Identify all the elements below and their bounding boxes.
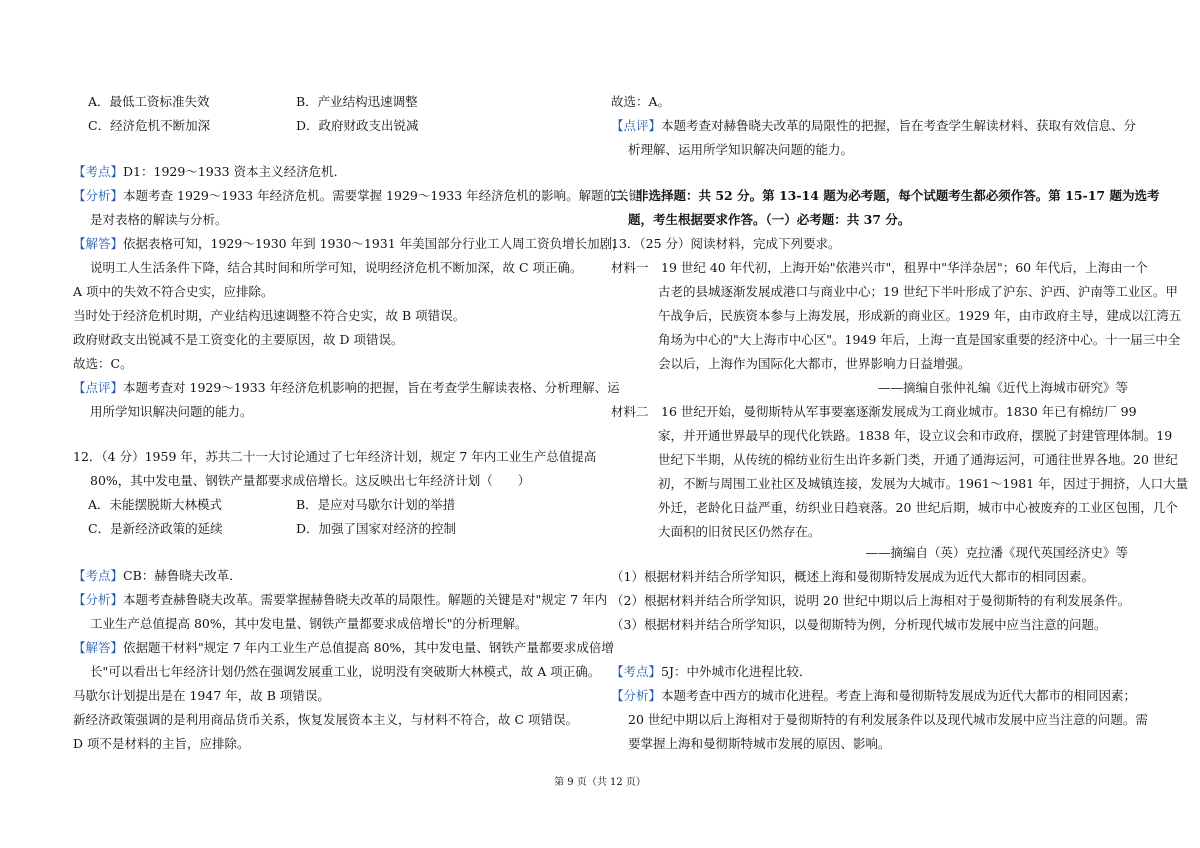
q11-line-a: A 项中的失效不符合史实，应排除。 [73, 284, 274, 299]
q11-option-d: D．政府财政支出锐减 [296, 118, 419, 133]
q11-kaodian [73, 164, 346, 180]
q12-dianping-cont: 析理解、运用所学知识解决问题的能力。 [628, 142, 854, 157]
material-1-line3: 午战争后，民族资本参与上海发展，形成新的商业区。1929 年，由市政府主导，建成以江湾五 [658, 308, 1182, 323]
q12-jieda-cont: 长"可以看出七年经济计划仍然在强调发展重工业，说明没有突破斯大林模式，故 A 项正确。 [90, 664, 601, 679]
kaodian-text: 5J：中外城市化进程比较． [661, 664, 812, 679]
material-2-line2: 家，并开通世界最早的现代化铁路。1838 年，设立议会和市政府，摆脱了封建管理体制。19 [658, 428, 1173, 443]
material-2-line3: 世纪下半期，从传统的棉纺业衍生出许多新门类，开通了通海运河，可通往世界各地。20 世纪 [658, 452, 1178, 467]
q11-option-c: C．经济危机不断加深 [88, 118, 211, 133]
q13-kaodian [611, 664, 811, 680]
material-1-line5: 会以后，上海作为国际化大都市，世界影响力日益增强。 [658, 356, 971, 371]
q11-answer: 故选：C。 [73, 356, 133, 371]
q11-dianping [73, 380, 620, 396]
q13-stem: 13．（25 分）阅读材料，完成下列要求。 [611, 236, 841, 251]
dianping-text: 本题考查对赫鲁晓夫改革的局限性的把握，旨在考查学生解读材料、获取有效信息、分 [661, 118, 1137, 133]
fenxi-tag: 【分析】 [73, 592, 124, 607]
fenxi-text: 本题考查 1929～1933 年经济危机。需要掌握 1929～1933 年经济危机的影响。解题的关键 [123, 188, 642, 203]
q12-line-c: 新经济政策强调的是利用商品货币关系，恢复发展资本主义，与材料不符合，故 C 项错误。 [73, 712, 579, 727]
kaodian-text: D1：1929～1933 资本主义经济危机． [123, 164, 347, 179]
q12-stem-cont: 80%，其中发电量、钢铁产量都要求成倍增长。这反映出七年经济计划（ ） [90, 473, 531, 488]
q11-jieda-cont: 说明工人生活条件下降，结合其时间和所学可知，说明经济危机不断加深，故 C 项正确。 [90, 260, 583, 275]
q12-kaodian [73, 568, 242, 584]
q12-answer: 故选：A。 [611, 94, 671, 109]
q12-option-d: D．加强了国家对经济的控制 [296, 521, 457, 536]
q12-line-d: D 项不是材料的主旨，应排除。 [73, 736, 250, 751]
q13-req-2: （2）根据材料并结合所学知识，说明 20 世纪中期以后上海相对于曼彻斯特的有利发展条件。 [611, 593, 1131, 608]
dianping-tag: 【点评】 [611, 118, 662, 133]
q11-option-a: A．最低工资标准失效 [88, 94, 210, 109]
q12-option-c: C．是新经济政策的延续 [88, 521, 223, 536]
material-1-source: ——摘编自张仲礼编《近代上海城市研究》等 [877, 380, 1128, 395]
q12-option-b: B．是应对马歇尔计划的举措 [296, 497, 456, 512]
jieda-tag: 【解答】 [73, 640, 124, 655]
kaodian-text: CB：赫鲁晓夫改革． [123, 568, 242, 583]
q11-line-d: 政府财政支出锐减不是工资变化的主要原因，故 D 项错误。 [73, 332, 404, 347]
q12-fenxi [73, 592, 607, 608]
jieda-text: 依据表格可知，1929～1930 年到 1930～1931 年美国部分行业工人周工资负增长加剧， [123, 236, 625, 251]
material-2-line1: 材料二 16 世纪开始，曼彻斯特从军事要塞逐渐发展成为工商业城市。1830 年已有棉纺厂 99 [611, 404, 1137, 419]
q12-option-a: A．未能摆脱斯大林模式 [88, 497, 223, 512]
q11-dianping-cont: 用所学知识解决问题的能力。 [90, 404, 253, 419]
fenxi-tag: 【分析】 [611, 688, 662, 703]
section-heading-cont: 题，考生根据要求作答。（一）必考题：共 37 分。 [628, 212, 911, 227]
material-1-line2: 古老的县城逐渐发展成港口与商业中心；19 世纪下半叶形成了沪东、沪西、沪南等工业区。甲 [658, 284, 1178, 299]
material-1-line4: 角场为中心的"大上海市中心区"。1949 年后，上海一直是国家重要的经济中心。十一届三中全 [658, 332, 1181, 347]
q13-fenxi-cont-2: 要掌握上海和曼彻斯特城市发展的原因、影响。 [628, 736, 891, 751]
kaodian-tag: 【考点】 [611, 664, 662, 679]
page-footer: 第 9 页（共 12 页） [554, 777, 646, 788]
dianping-tag: 【点评】 [73, 380, 124, 395]
q13-fenxi-cont-1: 20 世纪中期以后上海相对于曼彻斯特的有利发展条件以及现代城市发展中应当注意的问题。需 [628, 712, 1148, 727]
q12-dianping [611, 118, 1136, 134]
q11-fenxi-cont: 是对表格的解读与分析。 [90, 212, 228, 227]
kaodian-tag: 【考点】 [73, 568, 124, 583]
section-heading: 二、非选择题：共 52 分。第 13-14 题为必考题，每个试题考生都必须作答。第 15-17 题为选考 [611, 188, 1160, 203]
material-2-line5: 外迁，老龄化日益严重，纺织业日趋衰落。20 世纪后期，城市中心被废弃的工业区包围，几个 [658, 500, 1178, 515]
q12-stem: 12．（4 分）1959 年，苏共二十一大讨论通过了七年经济计划，规定 7 年内工业生产总值提高 [73, 449, 597, 464]
q11-line-b: 当时处于经济危机时期，产业结构迅速调整不符合史实，故 B 项错误。 [73, 308, 466, 323]
q13-req-1: （1）根据材料并结合所学知识，概述上海和曼彻斯特发展成为近代大都市的相同因素。 [611, 569, 1094, 584]
kaodian-tag: 【考点】 [73, 164, 124, 179]
q12-fenxi-cont: 工业生产总值提高 80%，其中发电量、钢铁产量都要求成倍增长"的分析理解。 [90, 616, 528, 631]
material-2-source: ——摘编自（英）克拉潘《现代英国经济史》等 [865, 545, 1128, 560]
fenxi-tag: 【分析】 [73, 188, 124, 203]
material-2-line6: 大面积的旧贫民区仍然存在。 [658, 524, 821, 539]
q12-jieda [73, 640, 614, 656]
q11-jieda [73, 236, 625, 252]
q13-fenxi [611, 688, 1136, 704]
dianping-text: 本题考查对 1929～1933 年经济危机影响的把握，旨在考查学生解读表格、分析理解、运 [123, 380, 620, 395]
jieda-tag: 【解答】 [73, 236, 124, 251]
q11-fenxi [73, 188, 641, 204]
material-1-line1: 材料一 19 世纪 40 年代初，上海开始"依港兴市"，租界中"华洋杂居"；60 年代后，上海由一个 [611, 260, 1148, 275]
q13-req-3: （3）根据材料并结合所学知识，以曼彻斯特为例，分析现代城市发展中应当注意的问题。 [611, 617, 1107, 632]
q12-line-b: 马歇尔计划提出是在 1947 年，故 B 项错误。 [73, 688, 330, 703]
fenxi-text: 本题考查赫鲁晓夫改革。需要掌握赫鲁晓夫改革的局限性。解题的关键是对"规定 7 年内 [123, 592, 608, 607]
q11-option-b: B．产业结构迅速调整 [296, 94, 418, 109]
material-2-line4: 初，不断与周围工业社区及城镇连接，发展为大城市。1961～1981 年，因过于拥挤，人口大量 [658, 476, 1189, 491]
jieda-text: 依据题干材料"规定 7 年内工业生产总值提高 80%，其中发电量、钢铁产量都要求成倍增 [123, 640, 614, 655]
fenxi-text: 本题考查中西方的城市化进程。考查上海和曼彻斯特发展成为近代大都市的相同因素； [661, 688, 1137, 703]
